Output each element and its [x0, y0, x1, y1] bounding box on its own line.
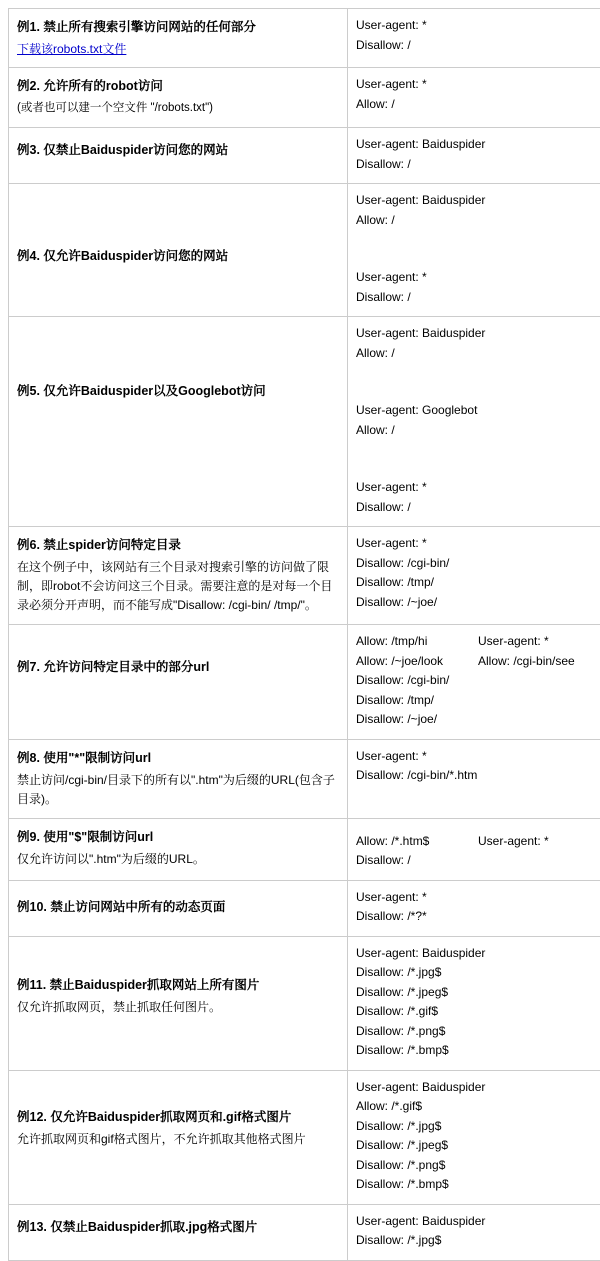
code-line: Disallow: /tmp/ [356, 691, 464, 711]
code-line: Disallow: / [356, 498, 594, 518]
example-code-cell [348, 936, 600, 1070]
code-line: User-agent: Baiduspider [356, 1212, 594, 1232]
table-row [9, 1204, 600, 1260]
code-line: Disallow: / [356, 155, 594, 175]
table-row [9, 936, 600, 1070]
code-line: Allow: /~joe/look [356, 652, 464, 672]
code-line: Disallow: /*.gif$ [356, 1002, 594, 1022]
example-title: 例1. 禁止所有搜索引擎访问网站的任何部分 [17, 18, 339, 36]
example-code-cell [348, 818, 600, 880]
code-line: User-agent: * [478, 832, 549, 852]
download-robots-txt-link[interactable]: 下载该robots.txt文件 [17, 40, 126, 57]
code-spacer [356, 440, 594, 459]
code-line: User-agent: * [356, 16, 594, 36]
example-note: 仅允许访问以".htm"为后缀的URL。 [17, 850, 339, 869]
table-row [9, 625, 600, 740]
example-description-cell [9, 317, 348, 527]
example-code-cell [348, 128, 600, 184]
code-line: Disallow: /*.jpg$ [356, 1231, 594, 1251]
code-line: User-agent: Baiduspider [356, 324, 594, 344]
example-code-cell [348, 625, 600, 740]
example-description-cell [9, 9, 348, 68]
code-line: User-agent: * [356, 75, 594, 95]
code-line: Disallow: /*.png$ [356, 1022, 594, 1042]
code-line: Allow: / [356, 421, 594, 441]
example-code-cell [348, 184, 600, 317]
code-line: Disallow: / [356, 288, 594, 308]
code-column-left [356, 832, 464, 871]
code-line: Disallow: /*.jpg$ [356, 963, 594, 983]
table-row [9, 527, 600, 625]
code-spacer [356, 249, 594, 268]
example-title: 例3. 仅禁止Baiduspider访问您的网站 [17, 141, 339, 159]
example-title: 例10. 禁止访问网站中所有的动态页面 [17, 898, 339, 916]
example-description-cell [9, 818, 348, 880]
example-title: 例13. 仅禁止Baiduspider抓取.jpg格式图片 [17, 1218, 339, 1236]
example-title: 例8. 使用"*"限制访问url [17, 749, 339, 767]
example-title: 例12. 仅允许Baiduspider抓取网页和.gif格式图片 [17, 1108, 339, 1126]
code-line: Disallow: /~joe/ [356, 593, 594, 613]
example-code-cell [348, 1204, 600, 1260]
code-line: User-agent: * [356, 888, 594, 908]
code-column-right [478, 832, 549, 871]
example-title: 例4. 仅允许Baiduspider访问您的网站 [17, 247, 339, 265]
code-line: Allow: /cgi-bin/see [478, 652, 575, 672]
example-description-cell [9, 1204, 348, 1260]
code-spacer [356, 382, 594, 401]
table-row [9, 1070, 600, 1204]
example-title: 例7. 允许访问特定目录中的部分url [17, 658, 339, 676]
code-line: Disallow: /*.jpeg$ [356, 1136, 594, 1156]
code-line: Allow: /*.gif$ [356, 1097, 594, 1117]
table-row [9, 317, 600, 527]
code-line: Disallow: /cgi-bin/*.htm [356, 766, 594, 786]
code-line: Disallow: /*?* [356, 907, 594, 927]
code-line: User-agent: * [356, 747, 594, 767]
code-column-right [478, 632, 575, 730]
table-row [9, 128, 600, 184]
example-description-cell [9, 68, 348, 128]
code-line: User-agent: Baiduspider [356, 944, 594, 964]
code-line: Allow: /*.htm$ [356, 832, 464, 852]
table-body [9, 9, 600, 1261]
example-description-cell [9, 936, 348, 1070]
code-line: Disallow: / [356, 36, 594, 56]
example-code-cell [348, 1070, 600, 1204]
code-spacer [356, 363, 594, 382]
example-description-cell [9, 1070, 348, 1204]
example-description-cell [9, 625, 348, 740]
code-column-left [356, 632, 464, 730]
example-note: 仅允许抓取网页，禁止抓取任何图片。 [17, 998, 339, 1017]
code-line: Disallow: /*.bmp$ [356, 1041, 594, 1061]
example-title: 例9. 使用"$"限制访问url [17, 828, 339, 846]
code-line: User-agent: Baiduspider [356, 191, 594, 211]
code-line: Disallow: / [356, 851, 464, 871]
example-description-cell [9, 527, 348, 625]
example-code-cell [348, 317, 600, 527]
example-code-cell [348, 527, 600, 625]
example-code-cell [348, 880, 600, 936]
code-line: User-agent: Baiduspider [356, 1078, 594, 1098]
table-row [9, 818, 600, 880]
code-spacer [356, 459, 594, 478]
code-line: Disallow: /*.bmp$ [356, 1175, 594, 1195]
example-description-cell [9, 880, 348, 936]
example-title: 例6. 禁止spider访问特定目录 [17, 536, 339, 554]
code-line: Allow: / [356, 344, 594, 364]
example-description-cell [9, 739, 348, 818]
code-line: Disallow: /~joe/ [356, 710, 464, 730]
code-line: Disallow: /cgi-bin/ [356, 554, 594, 574]
code-line: Disallow: /*.png$ [356, 1156, 594, 1176]
code-line: Disallow: /*.jpg$ [356, 1117, 594, 1137]
table-row [9, 68, 600, 128]
code-line: User-agent: * [356, 478, 594, 498]
table-row [9, 739, 600, 818]
example-title: 例2. 允许所有的robot访问 [17, 77, 339, 95]
table-row [9, 184, 600, 317]
code-columns [356, 632, 594, 730]
table-row [9, 880, 600, 936]
example-code-cell [348, 739, 600, 818]
example-title: 例5. 仅允许Baiduspider以及Googlebot访问 [17, 382, 339, 400]
code-line: User-agent: * [478, 632, 575, 652]
code-line: Allow: /tmp/hi [356, 632, 464, 652]
robots-examples-table [8, 8, 600, 1261]
example-note: 禁止访问/cgi-bin/目录下的所有以".htm"为后缀的URL(包含子目录)。 [17, 771, 339, 809]
example-description-cell [9, 128, 348, 184]
example-title: 例11. 禁止Baiduspider抓取网站上所有图片 [17, 976, 339, 994]
code-spacer [356, 230, 594, 249]
code-line: Disallow: /*.jpeg$ [356, 983, 594, 1003]
code-line: User-agent: * [356, 268, 594, 288]
example-note: 允许抓取网页和gif格式图片，不允许抓取其他格式图片 [17, 1130, 339, 1149]
example-note: (或者也可以建一个空文件 "/robots.txt") [17, 99, 339, 118]
table-row [9, 9, 600, 68]
example-code-cell [348, 68, 600, 128]
code-line: User-agent: * [356, 534, 594, 554]
code-line: Disallow: /cgi-bin/ [356, 671, 464, 691]
code-line: Disallow: /tmp/ [356, 573, 594, 593]
code-columns [356, 832, 594, 871]
code-line: Allow: / [356, 211, 594, 231]
code-line: User-agent: Googlebot [356, 401, 594, 421]
example-note: 在这个例子中，该网站有三个目录对搜索引擎的访问做了限制，即robot不会访问这三个目录。需要注意的是对每一个目录必须分开声明，而不能写成"Disallow: /cgi-bin/ /tmp/"。 [17, 558, 339, 615]
code-line: User-agent: Baiduspider [356, 135, 594, 155]
example-code-cell [348, 9, 600, 68]
example-description-cell [9, 184, 348, 317]
code-line: Allow: / [356, 95, 594, 115]
